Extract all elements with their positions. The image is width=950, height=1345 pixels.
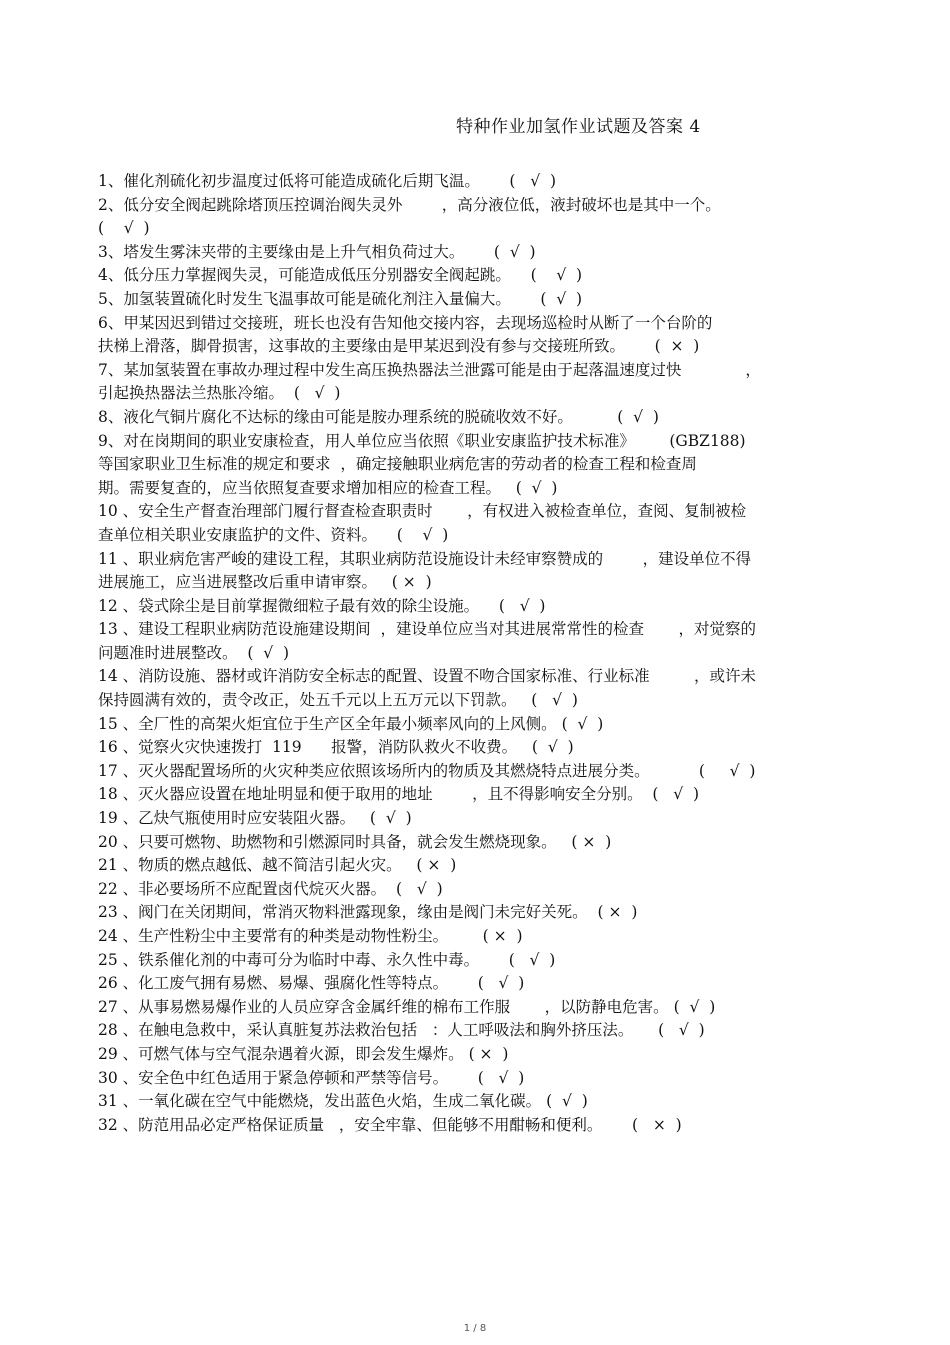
question-item: 3、塔发生雾沫夹带的主要缘由是上升气相负荷过大。 ( √ )	[98, 242, 536, 261]
question-item: 11 、职业病危害严峻的建设工程，其职业病防范设施设计未经审察赞成的 ，建设单位不得 进展施工，应当进展整改后重申请审察。 ( × )	[98, 549, 752, 592]
question-item: 20 、只要可燃物、助燃物和引燃源同时具备，就会发生燃烧现象。 ( × )	[98, 832, 612, 851]
question-item: 16 、觉察火灾快速拨打 119 报警，消防队救火不收费。 ( √ )	[98, 738, 574, 757]
question-item: 30 、安全色中红色适用于紧急停顿和严禁等信号。 ( √ )	[98, 1068, 525, 1087]
question-item: 22 、非必要场所不应配置卤代烷灭火器。 ( √ )	[98, 879, 443, 898]
question-item: 32 、防范用品必定严格保证质量 ，安全牢靠、但能够不用酣畅和便利。 ( × )	[98, 1115, 682, 1134]
question-item: 23 、阀门在关闭期间，常消灭物料泄露现象，缘由是阀门未完好关死。 ( × )	[98, 903, 638, 922]
question-item: 14 、消防设施、器材或许消防安全标志的配置、设置不吻合国家标准、行业标准 ，或许未 保持圆满有效的，责令改正，处五千元以上五万元以下罚款。 ( √ )	[98, 667, 756, 710]
question-list	[98, 170, 838, 1137]
question-item: 6、甲某因迟到错过交接班，班长也没有告知他交接内容，去现场巡检时从断了一个台阶的 扶梯上滑落，脚骨损害，这事故的主要缘由是甲某迟到没有参与交接班所致。 ( × )	[98, 313, 713, 356]
page-number: 1 / 8	[463, 1323, 487, 1334]
question-item: 4、低分压力掌握阀失灵，可能造成低压分别器安全阀起跳。 ( √ )	[98, 266, 583, 285]
question-item: 19 、乙炔气瓶使用时应安装阻火器。 ( √ )	[98, 809, 412, 828]
question-item: 24 、生产性粉尘中主要常有的种类是动物性粉尘。 ( × )	[98, 927, 523, 945]
question-item: 8、液化气铜片腐化不达标的缘由可能是胺办理系统的脱硫收效不好。 ( √ )	[98, 407, 659, 426]
question-item: 17 、灭火器配置场所的火灾种类应依照该场所内的物质及其燃烧特点进展分类。 ( √ )	[98, 761, 756, 780]
question-item: 12 、袋式除尘是目前掌握微细粒子最有效的除尘设施。 ( √ )	[98, 596, 546, 615]
question-item: 7、某加氢装置在事故办理过程中发生高压换热器法兰泄露可能是由于起落温速度过快 ， 引起换热器法兰热胀冷缩。 ( √ )	[98, 360, 761, 403]
question-item: 31 、一氧化碳在空气中能燃烧，发出蓝色火焰，生成二氧化碳。 ( √ )	[98, 1092, 588, 1111]
question-item: 1、催化剂硫化初步温度过低将可能造成硫化后期飞温。 ( √ )	[98, 172, 557, 190]
question-item: 25 、铁系催化剂的中毒可分为临时中毒、永久性中毒。 ( √ )	[98, 950, 556, 969]
question-item: 26 、化工废气拥有易燃、易爆、强腐化性等特点。 ( √ )	[98, 974, 525, 993]
question-item: 2、低分安全阀起跳除塔顶压控调治阀失灵外 ，高分液位低，液封破坏也是其中一个。 ( √ )	[98, 195, 721, 238]
question-item: 15 、全厂性的高架火炬宜位于生产区全年最小频率风向的上风侧。 ( √ )	[98, 714, 604, 733]
question-item: 13 、建设工程职业病防范设施建设期间 ，建设单位应当对其进展常常性的检查 ，对觉察的 问题准时进展整改。 ( √ )	[98, 620, 756, 662]
question-item: 29 、可燃气体与空气混杂遇着火源，即会发生爆炸。 ( × )	[98, 1044, 509, 1063]
question-item: 28 、在触电急救中，采认真脏复苏法救治包括 ：人工呼吸法和胸外挤压法。 ( √ )	[98, 1021, 705, 1040]
question-item: 27 、从事易燃易爆作业的人员应穿含金属纤维的棉布工作服 ，以防静电危害。 ( √ )	[98, 997, 716, 1016]
question-item: 18 、灭火器应设置在地址明显和便于取用的地址 ，且不得影响安全分别。 ( √ )	[98, 785, 700, 804]
page-title: 特种作业加氢作业试题及答案 4	[456, 117, 701, 137]
question-item: 9、对在岗期间的职业安康检查，用人单位应当依照《职业安康监护技术标准》 (GBZ188) 等国家职业卫生标准的规定和要求 ，确定接触职业病危害的劳动者的检查工程和检查周 期。需要复查的，应当依照复查要求增加相应的检查工程。 ( √ )	[98, 431, 746, 497]
question-item: 21 、物质的燃点越低、越不简洁引起火灾。 ( × )	[98, 856, 457, 875]
question-item: 5、加氢装置硫化时发生飞温事故可能是硫化剂注入量偏大。 ( √ )	[98, 289, 583, 308]
question-item: 10 、安全生产督查治理部门履行督查检查职责时 ，有权进入被检查单位，查阅、复制被检 查单位相关职业安康监护的文件、资料。 ( √ )	[98, 502, 747, 544]
